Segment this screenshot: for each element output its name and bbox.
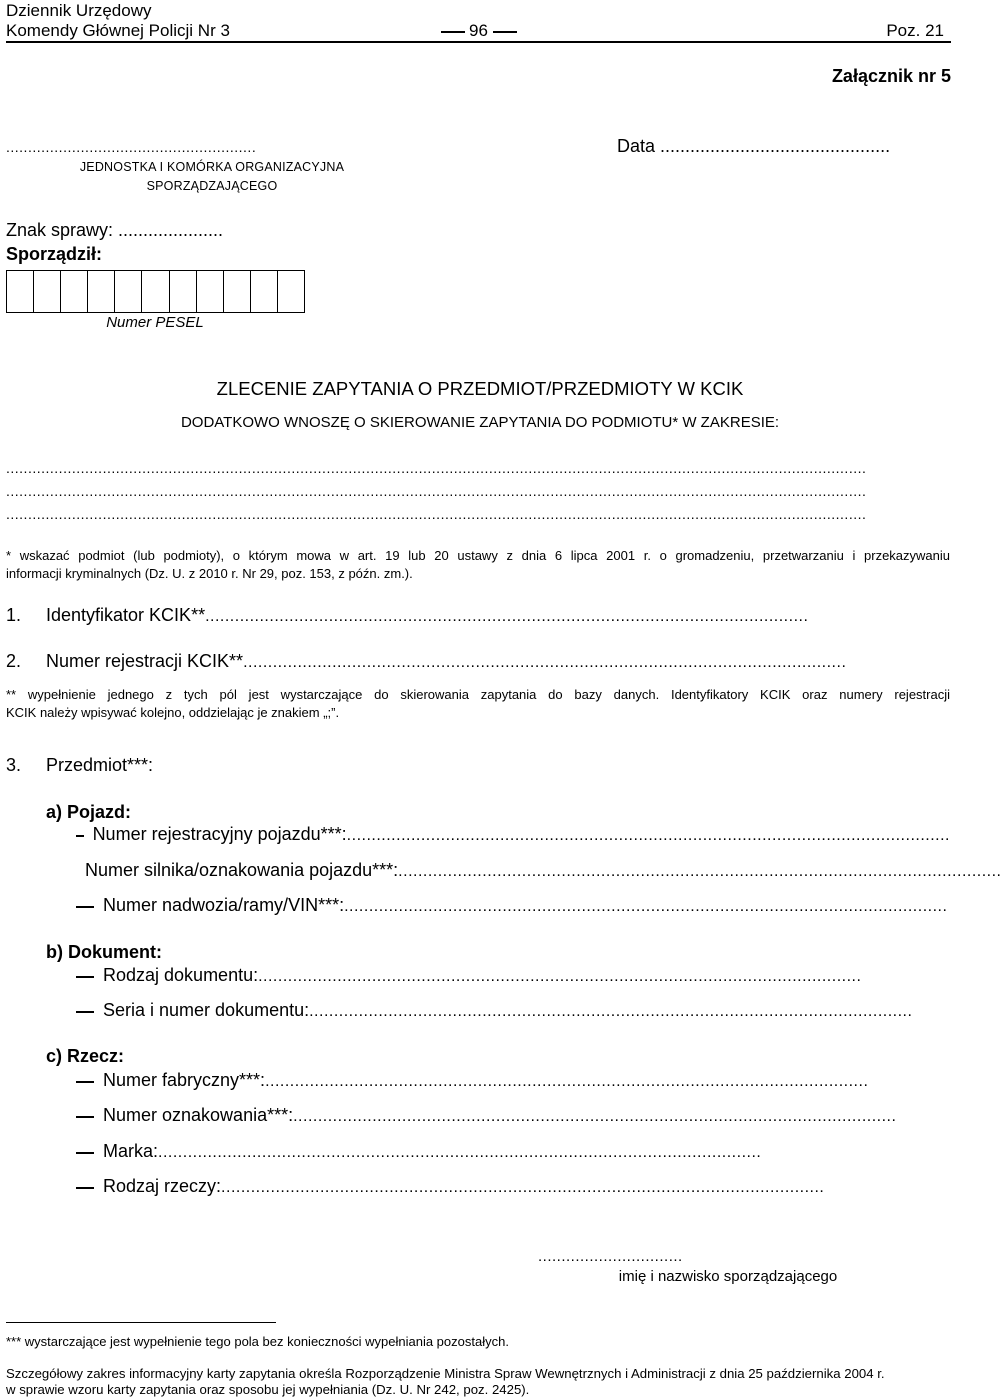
journal-title: Dziennik Urzędowy: [6, 1, 152, 20]
fill-dots: ..........................................................................................................................: [346, 827, 950, 844]
vehicle-engine-field: [72, 860, 1002, 884]
footnote-separator: [6, 1322, 276, 1323]
field-label: Marka:: [103, 1141, 159, 1161]
signature-label: imię i nazwisko sporządzającego: [618, 1268, 838, 1285]
thing-brand-field: [72, 1141, 950, 1165]
case-number-field: Znak sprawy: .....................: [6, 220, 224, 240]
date-field: Data ..............................................: [617, 136, 891, 156]
footnote-kcik-cont: KCIK należy wpisywać kolejno, oddzielając je znakiem „;”.: [6, 705, 340, 720]
form-subtitle: DODATKOWO WNOSZĘ O SKIEROWANIE ZAPYTANIA DO PODMIOTU* W ZAKRESIE:: [180, 414, 780, 431]
pesel-digit-box: [224, 271, 251, 313]
field-label: Seria i numer dokumentu:: [103, 1000, 310, 1020]
fill-dots: ..........................................................................................................................: [398, 863, 1002, 880]
pesel-digit-box: [278, 271, 305, 313]
field-label: Numer rejestracyjny pojazdu***:: [92, 824, 347, 844]
dash-bullet: [76, 1011, 94, 1013]
field-label: Rodzaj rzeczy:: [103, 1176, 222, 1196]
thing-heading: c) Rzecz:: [46, 1046, 125, 1066]
item-number: 3.: [6, 755, 22, 775]
legal-note-line1: Szczegółowy zakres informacyjny karty zapytania określa Rozporządzenie Ministra Spraw Wewnętrznych i Administracji z dnia 25 października 2004 r.: [6, 1366, 885, 1381]
pesel-caption: Numer PESEL: [106, 314, 204, 331]
unit-label-line2: SPORZĄDZAJĄCEGO: [146, 179, 278, 193]
document-series-field: [72, 1000, 950, 1024]
scope-line-1: ....................................................................................................................................................................................................: [6, 460, 867, 476]
fill-dots: ..........................................................................................................................: [258, 968, 862, 985]
header-rule: [6, 41, 951, 43]
dash-bullet: [76, 976, 94, 978]
fill-dots: ..........................................................................................................................: [205, 608, 809, 625]
form-title: ZLECENIE ZAPYTANIA O PRZEDMIOT/PRZEDMIOTY W KCIK: [216, 378, 744, 399]
dash-bullet: [76, 1152, 94, 1154]
footnote-sufficient: *** wystarczające jest wypełnienie tego pola bez konieczności wypełniania pozostałych.: [6, 1334, 509, 1349]
legal-note-line2: w sprawie wzoru karty zapytania oraz sposobu jej wypełniania (Dz. U. Nr 242, poz. 2425).: [6, 1382, 530, 1397]
footnote-kcik: ** wypełnienie jednego z tych pól jest wystarczające do skierowania zapytania do bazy danych. Identyfikatory KCIK oraz numery rejestracji: [6, 687, 950, 702]
footnote-subject: * wskazać podmiot (lub podmioty), o którym mowa w art. 19 lub 20 ustawy z dnia 6 lipca 2001 r. o gromadzeniu, przetwarzaniu i przekazywaniu: [6, 548, 950, 563]
page-number-right-dash: [493, 31, 517, 33]
dash-bullet: [76, 1081, 94, 1083]
vehicle-vin-field: [72, 895, 950, 919]
unit-fill-line: .........................................................: [6, 139, 257, 155]
pesel-digit-box: [170, 271, 197, 313]
unit-label-line1: JEDNOSTKA I KOMÓRKA ORGANIZACYJNA: [79, 160, 345, 174]
pesel-digit-box: [251, 271, 278, 313]
pesel-digit-box: [88, 271, 115, 313]
dash-bullet: [76, 906, 94, 908]
item-label: Numer rejestracji KCIK**: [46, 651, 244, 671]
scope-line-2: ....................................................................................................................................................................................................: [6, 483, 867, 499]
dash-bullet: [76, 1116, 94, 1118]
dash-bullet: [76, 1187, 94, 1189]
field-label: Numer fabryczny***:: [103, 1070, 266, 1090]
scope-line-3: ....................................................................................................................................................................................................: [6, 506, 867, 522]
item-kcik-registration: [6, 651, 950, 675]
page-number: 96: [469, 21, 488, 40]
dash-bullet: [76, 835, 84, 837]
journal-issue: Komendy Głównej Policji Nr 3: [6, 21, 230, 40]
fill-dots: ..........................................................................................................................: [344, 898, 948, 915]
fill-dots: ..........................................................................................................................: [265, 1073, 869, 1090]
signature-line: ...............................: [538, 1248, 683, 1265]
item-label: Przedmiot***:: [46, 755, 154, 775]
attachment-label: Załącznik nr 5: [831, 66, 951, 86]
field-label: Rodzaj dokumentu:: [103, 965, 259, 985]
pesel-digit-box: [61, 271, 88, 313]
field-label: Numer silnika/oznakowania pojazdu***:: [85, 860, 399, 880]
item-number: 1.: [6, 605, 22, 625]
author-label: Sporządził:: [6, 244, 103, 264]
item-label: Identyfikator KCIK**: [46, 605, 206, 625]
fill-dots: ..........................................................................................................................: [309, 1003, 913, 1020]
page-number-left-dash: [441, 31, 465, 33]
fill-dots: ..........................................................................................................................: [158, 1144, 762, 1161]
pesel-digit-box: [197, 271, 224, 313]
field-label: Numer nadwozia/ramy/VIN***:: [103, 895, 345, 915]
item-number: 2.: [6, 651, 22, 671]
vehicle-registration-field: [72, 824, 950, 848]
fill-dots: ..........................................................................................................................: [293, 1108, 897, 1125]
pesel-digit-box: [142, 271, 169, 313]
position-number: Poz. 21: [886, 21, 944, 40]
pesel-digit-box: [34, 271, 61, 313]
thing-serial-field: [72, 1070, 950, 1094]
pesel-grid: [6, 270, 305, 313]
fill-dots: ..........................................................................................................................: [243, 654, 847, 671]
fill-dots: ..........................................................................................................................: [221, 1179, 825, 1196]
thing-marking-field: [72, 1105, 950, 1129]
thing-type-field: [72, 1176, 950, 1200]
footnote-subject-cont: informacji kryminalnych (Dz. U. z 2010 r. Nr 29, poz. 153, z późn. zm.).: [6, 566, 413, 581]
pesel-digit-box: [115, 271, 142, 313]
item-subject: [6, 755, 153, 776]
pesel-digit-box: [7, 271, 34, 313]
document-type-field: [72, 965, 950, 989]
vehicle-heading: a) Pojazd:: [46, 802, 132, 822]
field-label: Numer oznakowania***:: [103, 1105, 294, 1125]
item-kcik-identifier: [6, 605, 950, 629]
document-heading: b) Dokument:: [46, 942, 162, 962]
